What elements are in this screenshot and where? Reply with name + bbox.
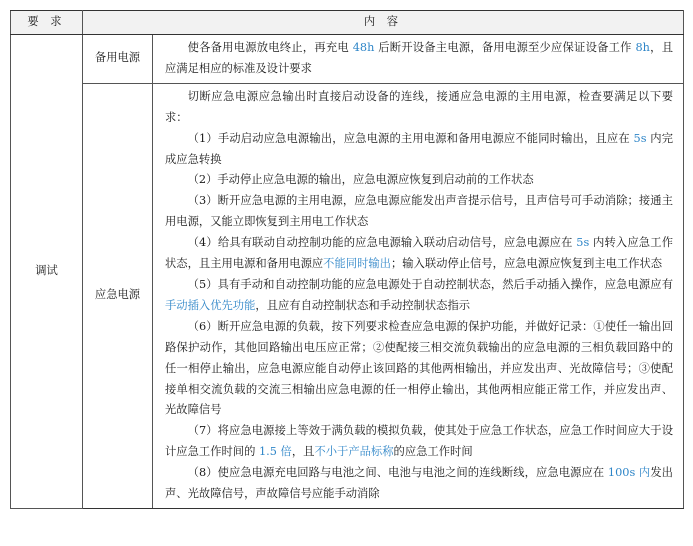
table-row-emergency	[11, 83, 684, 508]
emergency-item-3: （3）断开应急电源的主用电源，应急电源应能发出声音提示信号，且声信号可手动消除；接通主用电源，又能立即恢复到主用电工作状态	[165, 194, 673, 229]
emergency-item-7: （7）将应急电源接上等效于满负载的模拟负载，使其处于应急工作状态，应急工作时间应大于设计应急工作时间的 1.5 倍，且不小于产品标称的应急工作时间	[165, 424, 673, 459]
header-requirement: 要 求	[11, 11, 83, 35]
category-cell: 调试	[11, 35, 83, 509]
backup-content	[153, 35, 684, 84]
emergency-item-6: （6）断开应急电源的负载，按下列要求检查应急电源的保护功能，并做好记录：①使任一输出回路保护动作，其他回路输出电压应正常；②使配接三相交流负载输出的应急电源的三相负载回路中的任一相停止输出，应急电源应能自动停止该回路的其他两相输出，并应发出声、光故障信号；③使配接单相交流负载的交流三相输出应急电源的任一相停止输出，其他两相应能正常工作，并应发出声、光故障信号	[165, 319, 673, 417]
emergency-item-4: （4）给具有联动自动控制功能的应急电源输入联动启动信号，应急电源应在 5s 内转入应急工作状态，且主用电源和备用电源应不能同时输出；输入联动停止信号，应急电源应恢复到主电工作状态	[165, 236, 673, 271]
emergency-label: 应急电源	[83, 83, 153, 508]
emergency-item-2: （2）手动停止应急电源的输出，应急电源应恢复到启动前的工作状态	[187, 173, 534, 187]
emergency-item-5: （5）具有手动和自动控制功能的应急电源处于自动控制状态，然后手动插入操作，应急电源应有手动插入优先功能，且应有自动控制状态和手动控制状态指示	[165, 277, 673, 312]
header-content: 内 容	[83, 11, 684, 35]
backup-label: 备用电源	[83, 35, 153, 84]
table-header-row	[11, 11, 684, 35]
table-row-backup	[11, 35, 684, 84]
emergency-item-1: （1）手动启动应急电源输出，应急电源的主用电源和备用电源应不能同时输出，且应在 5s 内完成应急转换	[165, 131, 673, 166]
emergency-intro: 切断应急电源应急输出时直接启动设备的连线，接通应急电源的主用电源，检查要满足以下要求：	[165, 89, 673, 124]
requirements-table	[10, 10, 684, 509]
emergency-content	[153, 83, 684, 508]
emergency-item-8: （8）使应急电源充电回路与电池之间、电池与电池之间的连线断线，应急电源应在 100s 内发出声、光故障信号，声故障信号应能手动消除	[165, 466, 673, 501]
backup-paragraph: 使各备用电源放电终止，再充电 48h 后断开设备主电源，备用电源至少应保证设备工作 8h，且应满足相应的标准及设计要求	[165, 41, 673, 75]
